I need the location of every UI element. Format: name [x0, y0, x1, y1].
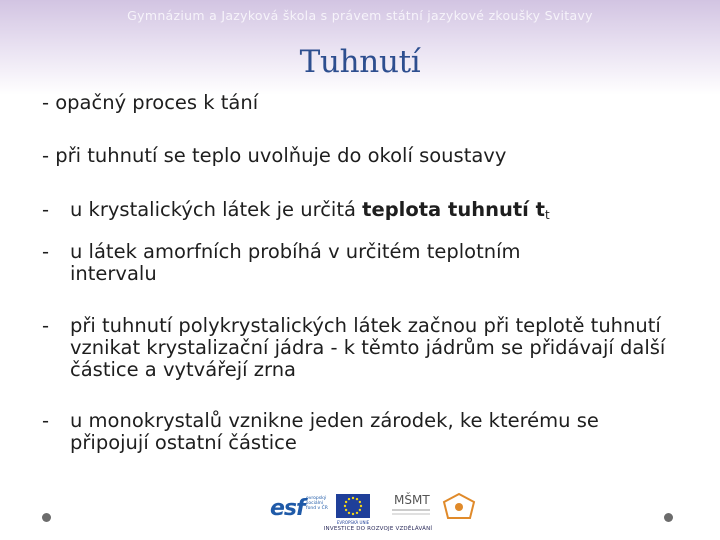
bullet-text: u látek amorfních probíhá v určitém teplotním intervalu — [70, 240, 521, 285]
bullet-monocrystal — [42, 410, 682, 454]
bold-term-text: teplota tuhnutí t — [362, 198, 545, 221]
funding-caption: INVESTICE DO ROZVOJE VZDĚLÁVÁNÍ — [323, 526, 433, 532]
institution-header: Gymnázium a Jazyková škola s právem státní jazykové zkoušky Svitavy — [127, 8, 593, 23]
decorative-dot-left — [42, 513, 51, 522]
intro-line-1: - opačný proces k tání — [42, 91, 259, 114]
bullet-dash: - — [42, 409, 50, 432]
esf-logo-icon — [270, 494, 304, 524]
bullet-text-before: u krystalických látek je určitá — [70, 198, 363, 221]
subscript-t: t — [544, 208, 550, 222]
bullet-crystalline — [42, 199, 682, 226]
bullet-text: u monokrystalů vznikne jeden zárodek, ke kterému se připojují ostatní částice — [70, 409, 599, 454]
bullet-dash: - — [42, 314, 50, 337]
bullet-polycrystalline — [42, 315, 682, 381]
msmt-logo-text: MŠMT — [394, 493, 430, 507]
decorative-dot-right — [664, 513, 673, 522]
funding-logos — [270, 490, 480, 538]
bullet-amorphous — [42, 241, 682, 285]
eu-flag-icon — [336, 494, 370, 518]
esf-logo-caption: evropský sociální fond v ČR — [306, 496, 328, 511]
bullet-bold-term — [362, 198, 550, 221]
esf-logo-text: esf — [270, 496, 305, 521]
msmt-logo-icon — [390, 490, 432, 520]
op-vk-logo-icon — [442, 492, 476, 522]
intro-line-2: - při tuhnutí se teplo uvolňuje do okolí soustavy — [42, 144, 507, 167]
bullet-text: při tuhnutí polykrystalických látek začnou při teplotě tuhnutí vznikat krystalizační jádra - k těmto jádrům se přidávají další částice a vytvářejí zrna — [70, 314, 666, 381]
bullet-text — [70, 199, 682, 226]
eu-caption: EVROPSKÁ UNIE — [336, 520, 370, 525]
slide-title: Tuhnutí — [299, 44, 421, 80]
bullet-dash: - — [42, 240, 50, 263]
bullet-dash: - — [42, 198, 50, 221]
